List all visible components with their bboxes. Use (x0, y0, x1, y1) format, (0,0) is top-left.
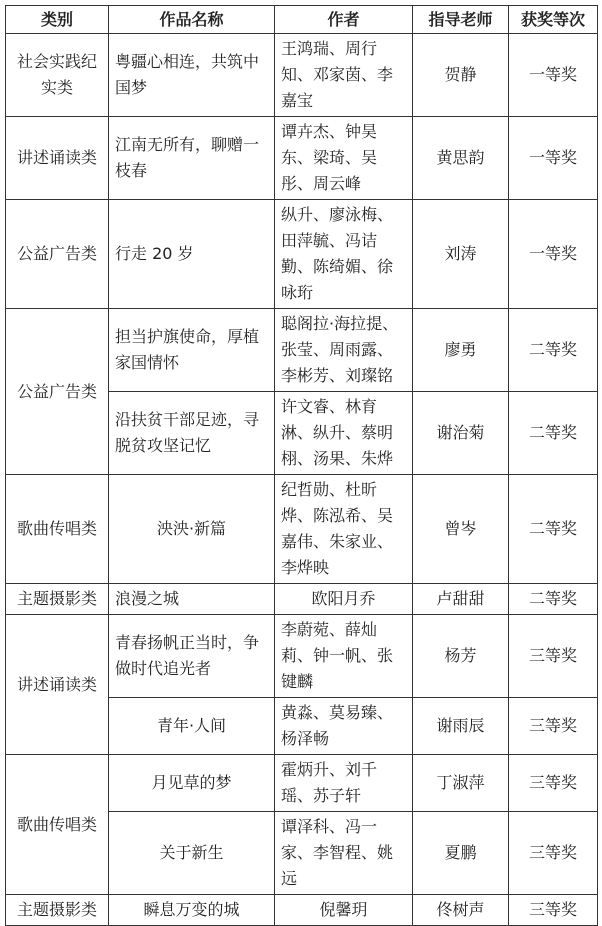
work-name-cell: 江南无所有，聊赠一枝春 (109, 117, 275, 200)
category-cell: 歌曲传唱类 (6, 475, 109, 584)
award-cell: 三等奖 (509, 812, 598, 895)
award-cell: 一等奖 (509, 200, 598, 309)
advisor-cell: 刘涛 (413, 200, 509, 309)
category-cell: 讲述诵读类 (6, 117, 109, 200)
authors-cell: 纵升、廖泳梅、田萍毓、冯诘勤、陈绮媚、徐咏珩 (275, 200, 413, 309)
work-name-cell: 担当护旗使命，厚植家国情怀 (109, 309, 275, 392)
advisor-cell: 杨芳 (413, 615, 509, 698)
authors-cell: 李蔚菀、薛灿莉、钟一帆、张键麟 (275, 615, 413, 698)
table-row (6, 584, 598, 615)
advisor-cell: 谢治菊 (413, 392, 509, 475)
award-cell: 二等奖 (509, 392, 598, 475)
category-cell: 讲述诵读类 (6, 615, 109, 755)
work-name-cell: 泱泱·新篇 (109, 475, 275, 584)
table-row (6, 755, 598, 812)
category-cell: 公益广告类 (6, 309, 109, 475)
authors-cell: 欧阳月乔 (275, 584, 413, 615)
header-award-level: 获奖等次 (509, 6, 598, 34)
category-cell: 社会实践纪实类 (6, 34, 109, 117)
table-row (6, 34, 598, 117)
header-row (6, 6, 598, 34)
advisor-cell: 夏鹏 (413, 812, 509, 895)
advisor-cell: 黄思韵 (413, 117, 509, 200)
advisor-cell: 佟树声 (413, 895, 509, 926)
award-cell: 二等奖 (509, 584, 598, 615)
advisor-cell: 丁淑萍 (413, 755, 509, 812)
authors-cell: 聪阁拉·海拉提、张莹、周雨露、李彬芳、刘璨铭 (275, 309, 413, 392)
award-cell: 二等奖 (509, 475, 598, 584)
award-cell: 三等奖 (509, 895, 598, 926)
work-name-cell: 瞬息万变的城 (109, 895, 275, 926)
work-name-cell: 浪漫之城 (109, 584, 275, 615)
table-row (6, 615, 598, 698)
header-authors: 作者 (275, 6, 413, 34)
category-cell: 主题摄影类 (6, 584, 109, 615)
advisor-cell: 贺静 (413, 34, 509, 117)
header-work-name: 作品名称 (109, 6, 275, 34)
authors-cell: 倪馨玥 (275, 895, 413, 926)
work-name-cell: 关于新生 (109, 812, 275, 895)
authors-cell: 霍炳升、刘千瑶、苏子轩 (275, 755, 413, 812)
award-cell: 一等奖 (509, 117, 598, 200)
award-cell: 一等奖 (509, 34, 598, 117)
table-row (6, 117, 598, 200)
award-cell: 三等奖 (509, 755, 598, 812)
category-cell: 歌曲传唱类 (6, 755, 109, 895)
advisor-cell: 谢雨辰 (413, 698, 509, 755)
authors-cell: 谭卉杰、钟昊东、梁琦、吴彤、周云峰 (275, 117, 413, 200)
work-name-cell: 沿扶贫干部足迹，寻脱贫攻坚记忆 (109, 392, 275, 475)
table-row (6, 309, 598, 392)
work-name-cell: 月见草的梦 (109, 755, 275, 812)
authors-cell: 许文睿、林育淋、纵升、蔡明栩、汤果、朱烨 (275, 392, 413, 475)
award-cell: 三等奖 (509, 615, 598, 698)
advisor-cell: 卢甜甜 (413, 584, 509, 615)
work-name-cell: 青年·人间 (109, 698, 275, 755)
category-cell: 主题摄影类 (6, 895, 109, 926)
header-advisor: 指导老师 (413, 6, 509, 34)
table-row (6, 895, 598, 926)
authors-cell: 谭泽科、冯一家、李智程、姚远 (275, 812, 413, 895)
work-name-cell: 行走 20 岁 (109, 200, 275, 309)
award-cell: 三等奖 (509, 698, 598, 755)
authors-cell: 王鸿瑞、周行知、邓家茵、李嘉宝 (275, 34, 413, 117)
awards-table (5, 5, 598, 926)
advisor-cell: 廖勇 (413, 309, 509, 392)
table-row (6, 200, 598, 309)
header-category: 类别 (6, 6, 109, 34)
work-name-cell: 粤疆心相连，共筑中国梦 (109, 34, 275, 117)
award-cell: 二等奖 (509, 309, 598, 392)
category-cell: 公益广告类 (6, 200, 109, 309)
table-row (6, 475, 598, 584)
authors-cell: 黄淼、莫易臻、杨泽畅 (275, 698, 413, 755)
work-name-cell: 青春扬帆正当时，争做时代追光者 (109, 615, 275, 698)
authors-cell: 纪哲勋、杜昕烨、陈泓希、吴 嘉伟、朱家业、李烨映 (275, 475, 413, 584)
advisor-cell: 曾岑 (413, 475, 509, 584)
